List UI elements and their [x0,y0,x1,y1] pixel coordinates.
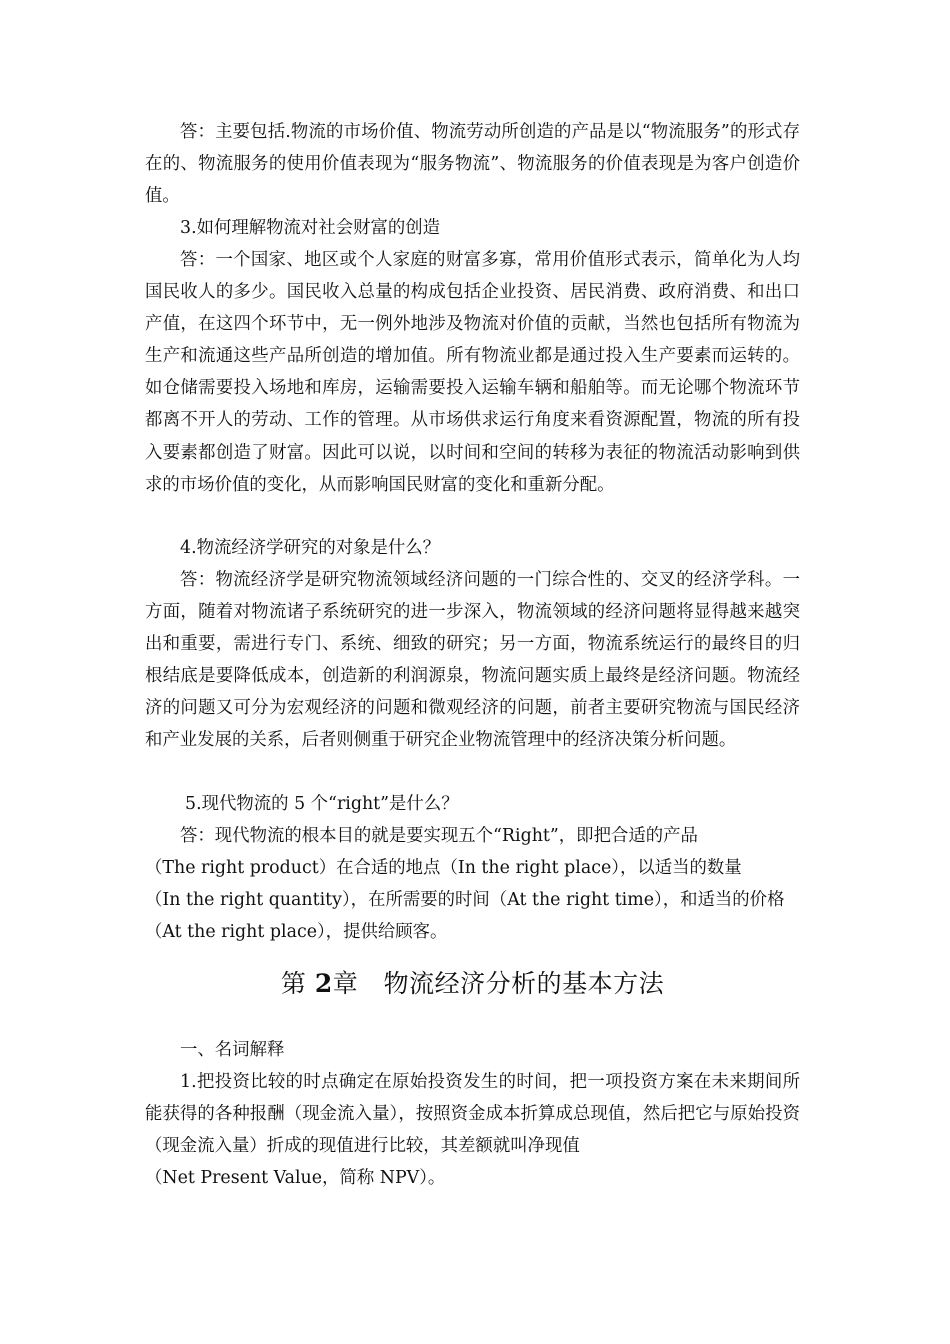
question-5: 5.现代物流的 5 个“right”是什么？ [185,794,459,814]
answer-paragraph-4: 答：物流经济学是研究物流领域经济问题的一门综合性的、交叉的经济学科。一方面，随着对物流诸子系统研究的进一步深入，物流领域的经济问题将显得越来越突出和重要，需进行专门、系统、细致的研究；另一方面，物流系统运行的最终目的归根结底是要降低成本，创造新的利润源泉，物流问题实质上最终是经济问题。物流经济的问题又可分为宏观经济的问题和微观经济的问题，前者主要研究物流与国民经济和产业发展的关系，后者则侧重于研究企业物流管理中的经济决策分析问题。 [145,570,800,751]
answer-5-line-2: （The right product）在合适的地点（In the right place），以适当的数量 [145,858,742,878]
answer-5-line-3: （In the right quantity），在所需要的时间（At the right time），和适当的价格 [145,890,785,910]
chapter-title-text: 物流经济分析的基本方法 [383,969,665,998]
chapter-suffix: 章 [332,969,359,998]
answer-5-line-4: （At the right place），提供给顾客。 [145,922,448,942]
chapter-heading [145,966,800,1002]
chapter-number: 2 [314,969,333,998]
definition-1: 1.把投资比较的时点确定在原始投资发生的时间，把一项投资方案在未来期间所能获得的各种报酬（现金流入量），按照资金成本折算成总现值，然后把它与原始投资（现金流入量）折成的现值进行比较，其差额就叫净现值 [145,1072,800,1157]
answer-5-line-1: 答：现代物流的根本目的就是要实现五个“Right”，即把合适的产品 [180,826,698,846]
answer-paragraph-3: 答：一个国家、地区或个人家庭的财富多寡，常用价值形式表示，简单化为人均国民收人的多少。国民收入总量的构成包括企业投资、居民消费、政府消费、和出口产值，在这四个环节中，无一例外地涉及物流对价值的贡献，当然也包括所有物流为生产和流通这些产品所创造的增加值。所有物流业都是通过投入生产要素而运转的。如仓储需要投入场地和库房，运输需要投入运输车辆和船舶等。而无论哪个物流环节都离不开人的劳动、工作的管理。从市场供求运行角度来看资源配置，物流的所有投入要素都创造了财富。因此可以说，以时间和空间的转移为表征的物流活动影响到供求的市场价值的变化，从而影响国民财富的变化和重新分配。 [145,250,800,495]
section-heading-terms: 一、名词解释 [180,1040,285,1060]
chapter-prefix: 第 [280,969,307,998]
answer-paragraph-2: 答：主要包括.物流的市场价值、物流劳动所创造的产品是以“物流服务”的形式存在的、物流服务的使用价值表现为“服务物流”、物流服务的价值表现是为客户创造价值。 [145,122,800,207]
question-4: 4.物流经济学研究的对象是什么？ [180,538,441,558]
question-3: 3.如何理解物流对社会财富的创造 [180,218,441,238]
definition-1-end: （Net Present Value，简称 NPV）。 [145,1168,446,1188]
